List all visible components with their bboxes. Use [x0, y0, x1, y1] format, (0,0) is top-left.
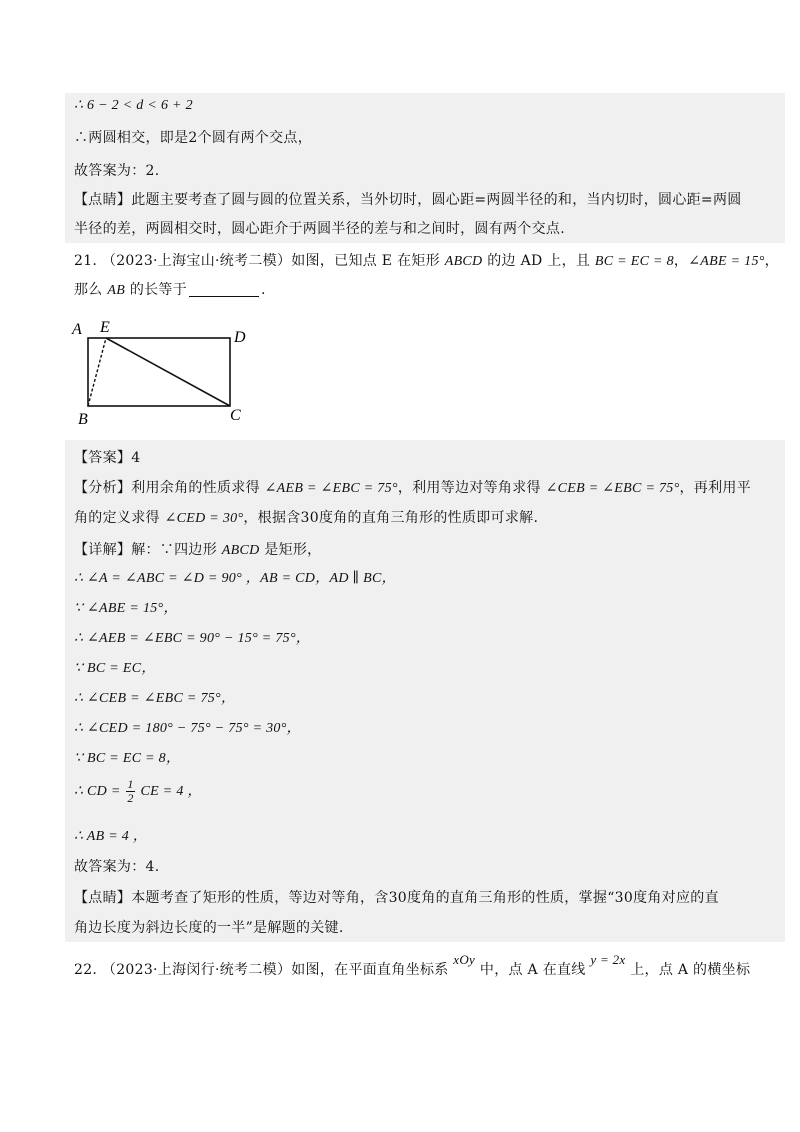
segment-be — [88, 338, 106, 406]
step-4: ∵ BC = EC， — [74, 661, 156, 676]
answer-line: 【答案】4 — [74, 450, 141, 466]
segment-ec — [106, 338, 230, 406]
step-9: ∴ AB = 4 ， — [74, 829, 148, 844]
analysis-line-1: 【分析】利用余角的性质求得 ∠AEB = ∠EBC = 75°，利用等边对等角求得 ∠CEB = ∠EBC = 75°，再利用平 — [74, 480, 751, 496]
step-7: ∵ BC = EC = 8， — [74, 751, 181, 766]
answer-blank — [189, 282, 259, 297]
comment-line: 角边长度为斜边长度的一半”是解题的关键. — [74, 920, 344, 936]
label-c: C — [230, 407, 241, 424]
step-3: ∴ ∠AEB = ∠EBC = 90° − 15° = 75°， — [74, 631, 311, 646]
ineq-line: ∴ 6 − 2 < d < 6 + 2 — [74, 98, 193, 113]
comment-line: 【点睛】此题主要考查了圆与圆的位置关系，当外切时，圆心距=两圆半径的和，当内切时，圆心距=两圆 — [74, 192, 742, 208]
analysis-line-2: 角的定义求得 ∠CED = 30°，根据含30度角的直角三角形的性质即可求解. — [74, 510, 539, 526]
label-b: B — [78, 411, 88, 426]
comment-line: 【点睛】本题考查了矩形的性质，等边对等角，含30度角的直角三角形的性质，掌握“30度角对应的直 — [74, 890, 719, 906]
step-1: ∴ ∠A = ∠ABC = ∠D = 90° ，AB = CD，AD ∥ BC， — [74, 571, 396, 586]
comment-line: 半径的差，两圆相交时，圆心距介于两圆半径的差与和之间时，圆有两个交点. — [74, 221, 565, 237]
text-line: 故答案为：2. — [74, 163, 160, 179]
fraction-one-half: $\frac{1}{2}$ — [127, 776, 134, 805]
text-line: ∴两圆相交，即是2个圆有两个交点， — [74, 130, 313, 146]
question-21-line-2: 那么 AB 的长等于 . — [74, 282, 266, 298]
step-5: ∴ ∠CEB = ∠EBC = 75°， — [74, 691, 236, 706]
question-22-line: 22. （2023·上海闵行·统考二模）如图，在平面直角坐标系 xOy 中，点 A 在直线 y = 2x 上，点 A 的横坐标 — [74, 952, 751, 978]
step-6: ∴ ∠CED = 180° − 75° − 75° = 30°， — [74, 721, 301, 736]
final-answer: 故答案为：4. — [74, 859, 160, 875]
step-8: ∴ CD = $\frac{1}{2}$ CE = 4 ， — [74, 776, 202, 805]
step-2: ∵ ∠ABE = 15°， — [74, 601, 178, 616]
label-a: A — [72, 321, 82, 338]
label-e: E — [100, 319, 110, 336]
detail-intro: 【详解】解：∵四边形 ABCD 是矩形， — [74, 542, 322, 558]
label-d: D — [234, 329, 246, 346]
question-21-line-1: 21. （2023·上海宝山·统考二模）如图，已知点 E 在矩形 ABCD 的边 AD 上，且 BC = EC = 8，∠ABE = 15°， — [74, 253, 779, 269]
rectangle-abcd — [88, 338, 230, 406]
rectangle-figure — [66, 316, 256, 426]
